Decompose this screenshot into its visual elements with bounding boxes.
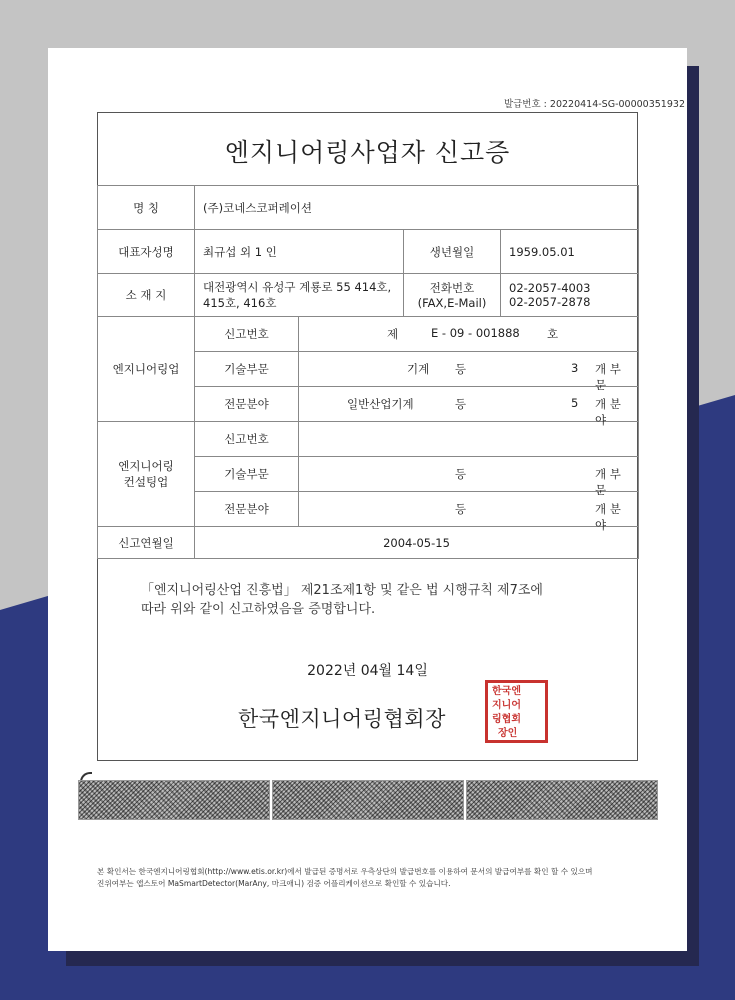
certification-statement [141, 581, 543, 619]
issuer-name: 한국엔지니어링협회장 [238, 707, 446, 731]
eng-tech-count: 3 [571, 361, 579, 375]
consult-spec-label: 전문분야 [195, 492, 299, 527]
certificate-frame [97, 112, 638, 761]
eng-spec-grade: 등 [455, 397, 467, 411]
verification-footnote [97, 866, 657, 890]
eng-reg-suffix: 호 [547, 327, 559, 341]
row-address [98, 274, 639, 317]
eng-tech-field: 기계 [407, 362, 430, 376]
consult-reg-row [98, 422, 639, 457]
rep-label: 대표자성명 [98, 230, 195, 274]
consult-tech-value [299, 457, 639, 497]
eng-spec-count: 5 [571, 396, 579, 410]
report-date-label: 신고연월일 [98, 527, 195, 559]
consult-tech-unit: 개 부문 [595, 467, 621, 497]
addr-value [195, 274, 404, 317]
eng-reg-value [299, 317, 639, 352]
report-date-value: 2004-05-15 [195, 527, 639, 559]
eng-tech-grade: 등 [455, 362, 467, 376]
eng-spec-value [299, 387, 639, 427]
consult-tech-label: 기술부문 [195, 457, 299, 492]
eng-spec-label: 전문분야 [195, 387, 299, 422]
addr-label: 소 재 지 [98, 274, 195, 317]
eng-spec-unit: 개 분야 [595, 397, 621, 427]
consult-group-label-2: 컨설팅업 [123, 475, 169, 489]
name-label: 명 칭 [98, 186, 195, 230]
row-name [98, 186, 639, 230]
phone-value [501, 274, 639, 317]
phone-label-1: 전화번호 [429, 281, 475, 295]
consult-tech-grade: 등 [455, 467, 467, 481]
addr-line-2: 415호, 416호 [203, 296, 277, 310]
eng-reg-label: 신고번호 [195, 317, 299, 352]
consult-reg-label: 신고번호 [195, 422, 299, 457]
birth-value: 1959.05.01 [501, 230, 639, 274]
phone-value-1: 02-2057-4003 [509, 281, 591, 295]
phone-label [404, 274, 501, 317]
birth-label: 생년월일 [404, 230, 501, 274]
issue-number: 발급번호 : 20220414-SG-00000351932 [503, 99, 685, 110]
eng-reg-prefix: 제 [387, 327, 399, 341]
issue-date: 2022년 04월 14일 [307, 663, 428, 679]
consult-spec-value [299, 492, 639, 532]
footnote-line-1: 본 확인서는 한국엔지니어링협회(http://www.etis.or.kr)에서 발급된 증명서로 우측상단의 발급번호를 이용하여 문서의 발급여부를 확인 할 수 있으며 [97, 867, 593, 876]
name-value: (주)코네스코퍼레이션 [195, 186, 639, 230]
security-pattern-left [78, 780, 270, 820]
consult-spec-unit: 개 분야 [595, 502, 621, 532]
eng-tech-value [299, 352, 639, 392]
eng-group-label: 엔지니어링업 [98, 317, 195, 422]
official-seal-stamp: 한국엔 지니어 링협회 장인 [485, 680, 548, 743]
phone-label-2: (FAX,E-Mail) [417, 296, 487, 310]
consult-group-label-1: 엔지니어링 [118, 459, 174, 473]
footnote-line-2: 진위여부는 앱스토어 MaSmartDetector(MarAny, 마크애니) 검증 어플리케이션으로 확인할 수 있습니다. [97, 879, 451, 888]
consult-group-label [98, 422, 195, 527]
certificate-table [97, 185, 639, 559]
security-pattern-right [466, 780, 658, 820]
rep-value: 최규섭 외 1 인 [195, 230, 404, 274]
eng-spec-field: 일반산업기계 [347, 397, 414, 411]
phone-value-2: 02-2057-2878 [509, 295, 591, 309]
consult-reg-value [299, 422, 639, 457]
report-date-row [98, 527, 639, 559]
row-representative [98, 230, 639, 274]
eng-tech-label: 기술부문 [195, 352, 299, 387]
eng-tech-unit: 개 부문 [595, 362, 621, 392]
statement-line-2: 따라 위와 같이 신고하였음을 증명합니다. [141, 602, 376, 617]
addr-line-1: 대전광역시 유성구 계룡로 55 414호, [203, 280, 392, 294]
consult-spec-grade: 등 [455, 502, 467, 516]
document-title: 엔지니어링사업자 신고증 [224, 138, 511, 167]
eng-reg-row [98, 317, 639, 352]
statement-line-1: 「엔지니어링산업 진흥법」 제21조제1항 및 같은 법 시행규칙 제7조에 [141, 583, 543, 598]
eng-reg-number: E - 09 - 001888 [431, 326, 520, 340]
security-pattern-middle [272, 780, 464, 820]
